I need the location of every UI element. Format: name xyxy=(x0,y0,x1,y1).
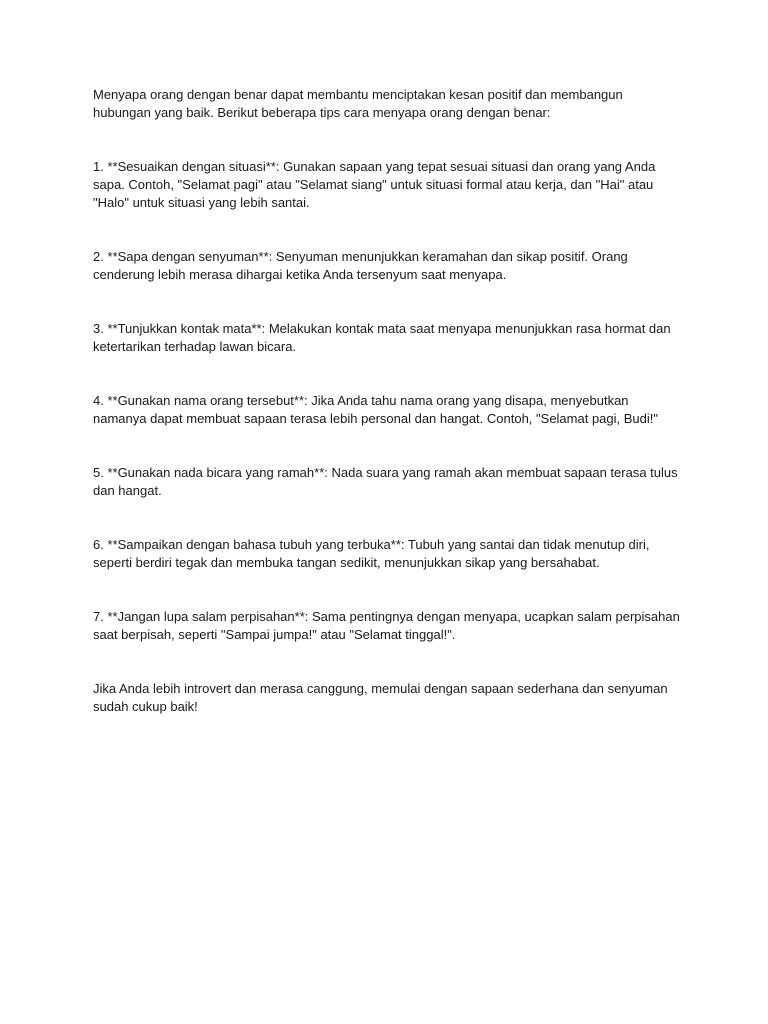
tip-paragraph-4: 4. **Gunakan nama orang tersebut**: Jika Anda tahu nama orang yang disapa, menyebutkan namanya dapat membuat sapaan terasa lebih personal dan hangat. Contoh, "Selamat pagi, Budi!" xyxy=(93,393,658,426)
closing-paragraph: Jika Anda lebih introvert dan merasa canggung, memulai dengan sapaan sederhana dan senyuman sudah cukup baik! xyxy=(93,681,668,714)
tip-paragraph-5: 5. **Gunakan nada bicara yang ramah**: Nada suara yang ramah akan membuat sapaan terasa tulus dan hangat. xyxy=(93,465,678,498)
document-body xyxy=(93,86,683,716)
tip-paragraph-2: 2. **Sapa dengan senyuman**: Senyuman menunjukkan keramahan dan sikap positif. Orang cenderung lebih merasa dihargai ketika Anda tersenyum saat menyapa. xyxy=(93,249,628,282)
tip-paragraph-7: 7. **Jangan lupa salam perpisahan**: Sama pentingnya dengan menyapa, ucapkan salam perpisahan saat berpisah, seperti "Sampai jumpa!" atau "Selamat tinggal!". xyxy=(93,609,680,642)
intro-paragraph: Menyapa orang dengan benar dapat membantu menciptakan kesan positif dan membangun hubungan yang baik. Berikut beberapa tips cara menyapa orang dengan benar: xyxy=(93,87,623,120)
tip-paragraph-6: 6. **Sampaikan dengan bahasa tubuh yang terbuka**: Tubuh yang santai dan tidak menutup diri, seperti berdiri tegak dan membuka tangan sedikit, menunjukkan sikap yang bersahabat. xyxy=(93,537,650,570)
tip-paragraph-1: 1. **Sesuaikan dengan situasi**: Gunakan sapaan yang tepat sesuai situasi dan orang yang Anda sapa. Contoh, "Selamat pagi" atau "Selamat siang" untuk situasi formal atau kerja, dan "Hai" atau "Halo" untuk situasi yang lebih santai. xyxy=(93,159,656,210)
tip-paragraph-3: 3. **Tunjukkan kontak mata**: Melakukan kontak mata saat menyapa menunjukkan rasa hormat dan ketertarikan terhadap lawan bicara. xyxy=(93,321,671,354)
